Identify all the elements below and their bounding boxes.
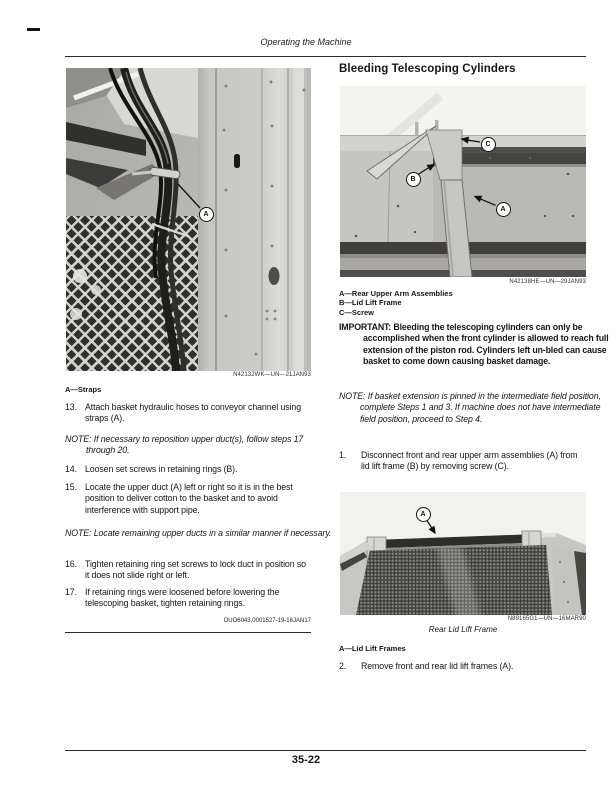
step-17-number: 17. bbox=[65, 587, 77, 597]
figure-upper-arm-photo bbox=[340, 86, 586, 277]
photo-id-left: N42132WK—UN—21JAN93 bbox=[233, 372, 311, 378]
note-basket-extension: NOTE: If basket extension is pinned in the intermediate field position, complete Steps 1 and 3. If machine does not have intermediate field position, proceed to Step 4. bbox=[339, 391, 601, 424]
important-paragraph: IMPORTANT: Bleeding the telescoping cylinders can only be accomplished when the front cylinder is allowed to reach full extension of the piston rod. Cylinders left un-bled can cause basket to come down causing basket damage. bbox=[339, 322, 609, 367]
step-1-text: Disconnect front and rear upper arm assemblies (A) from lid lift frame (B) by removing screw (C). bbox=[361, 450, 578, 472]
header-rule bbox=[65, 56, 586, 57]
page-corner-mark bbox=[27, 28, 40, 31]
step-15 bbox=[65, 482, 311, 516]
step-13-number: 13. bbox=[65, 402, 77, 412]
legend-line-c: C—Screw bbox=[339, 307, 375, 317]
step-16 bbox=[65, 559, 311, 582]
step-13 bbox=[65, 402, 311, 425]
figure-caption: Rear Lid Lift Frame bbox=[428, 625, 498, 634]
legend-lid-lift-frames: A—Lid Lift Frames bbox=[339, 644, 406, 653]
callout-a-badge: A bbox=[496, 202, 511, 217]
left-column-end-rule bbox=[65, 632, 311, 633]
legend-line-b: B—Lid Lift Frame bbox=[339, 298, 402, 308]
page-number: 35-22 bbox=[291, 754, 321, 766]
callout-leader-arrow bbox=[426, 519, 435, 533]
photo-id-right-1: N42138HE—UN—29JAN93 bbox=[509, 279, 586, 285]
callout-c-badge: C bbox=[481, 137, 496, 152]
step-1 bbox=[339, 450, 587, 473]
step-2 bbox=[339, 661, 587, 672]
step-2-number: 2. bbox=[339, 661, 347, 671]
step-14-text: Loosen set screws in retaining rings (B). bbox=[85, 464, 238, 474]
step-16-number: 16. bbox=[65, 559, 77, 569]
step-13-text: Attach basket hydraulic hoses to conveyor channel using straps (A). bbox=[85, 402, 302, 424]
step-17 bbox=[65, 587, 311, 610]
callout-a-leader-line bbox=[178, 184, 200, 208]
step-1-number: 1. bbox=[339, 450, 347, 460]
doc-code: OUO6043,0001527-19-16JAN17 bbox=[223, 618, 311, 624]
running-header: Operating the Machine bbox=[260, 37, 352, 47]
straps-photo-drawing bbox=[66, 68, 311, 371]
step-14-number: 14. bbox=[65, 464, 77, 474]
note-reposition-ducts: NOTE: If necessary to reposition upper duct(s), follow steps 17 through 20. bbox=[65, 434, 304, 456]
legend-upper-arm bbox=[339, 289, 587, 317]
photo-id-right-2: N89165G1—UN—16MAR90 bbox=[507, 616, 586, 622]
note-remaining-ducts: NOTE: Locate remaining upper ducts in a similar manner if necessary. bbox=[65, 528, 332, 538]
step-17-text: If retaining rings were loosened before lowering the telescoping basket, tighten retaining rings. bbox=[85, 587, 280, 609]
legend-straps: A—Straps bbox=[65, 385, 102, 394]
callout-a-badge: A bbox=[199, 207, 214, 222]
step-15-number: 15. bbox=[65, 482, 77, 492]
step-16-text: Tighten retaining ring set screws to lock duct in position so it does not slide right or left. bbox=[85, 559, 306, 581]
callout-b-badge: B bbox=[406, 172, 421, 187]
legend-line-a: A—Rear Upper Arm Assemblies bbox=[339, 289, 453, 298]
figure-straps-photo bbox=[66, 68, 311, 371]
figure-lid-lift-frame-photo bbox=[340, 492, 586, 615]
step-14 bbox=[65, 464, 311, 475]
basket-mesh-texture bbox=[356, 545, 552, 615]
section-heading: Bleeding Telescoping Cylinders bbox=[339, 63, 516, 75]
footer-rule bbox=[65, 750, 586, 751]
callout-a-badge: A bbox=[416, 507, 431, 522]
upper-arm-photo-drawing bbox=[340, 86, 586, 277]
step-15-text: Locate the upper duct (A) left or right so it is in the best position to deliver cotton to the basket and to avoid interference with support pipe. bbox=[85, 482, 293, 515]
step-2-text: Remove front and rear lid lift frames (A). bbox=[361, 661, 514, 671]
